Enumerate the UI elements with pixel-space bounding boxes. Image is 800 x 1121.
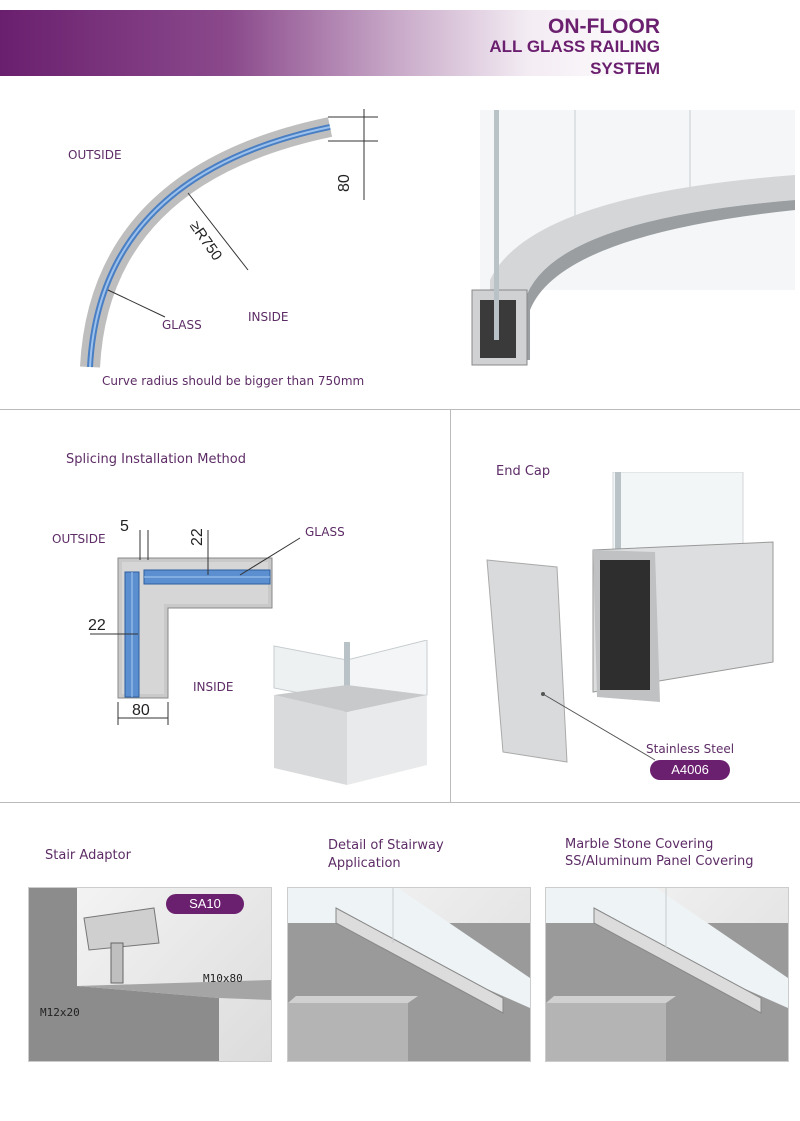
stairway-title-line2: Application xyxy=(328,856,401,871)
curve-width-dimension: 80 xyxy=(336,174,353,192)
curve-glass-label: GLASS xyxy=(162,318,202,332)
covering-title-line1: Marble Stone Covering xyxy=(565,837,714,852)
splicing-dim-80: 80 xyxy=(132,702,150,719)
endcap-material-label: Stainless Steel xyxy=(646,742,735,756)
splicing-corner-render xyxy=(272,640,434,790)
bolt-label-upper: M10x80 xyxy=(203,972,243,985)
stairway-illustration xyxy=(288,888,530,1061)
covering-title-line2: SS/Aluminum Panel Covering xyxy=(565,854,754,869)
corner-railing-illustration xyxy=(272,640,434,790)
curved-railing-render xyxy=(470,110,795,370)
section-divider-vertical xyxy=(450,409,451,802)
splicing-dim-22-left: 22 xyxy=(88,617,106,634)
splicing-outside-label: OUTSIDE xyxy=(52,532,106,546)
splicing-dim-22-top: 22 xyxy=(189,528,206,546)
stair-adaptor-badge: SA10 xyxy=(166,894,244,914)
splicing-glass-label: GLASS xyxy=(305,525,345,539)
page-title-line1: ON-FLOOR xyxy=(548,15,660,38)
covering-illustration xyxy=(546,888,788,1061)
endcap-illustration xyxy=(485,472,785,772)
curve-radius-diagram xyxy=(60,105,390,375)
page-title-line2: ALL GLASS RAILING xyxy=(489,37,660,56)
stair-adaptor-title: Stair Adaptor xyxy=(45,848,131,863)
section-divider xyxy=(0,409,800,410)
stairway-detail-photo xyxy=(287,887,531,1062)
radius-dimension: ≥R750 xyxy=(186,218,226,264)
splicing-inside-label: INSIDE xyxy=(193,680,234,694)
endcap-model-badge: A4006 xyxy=(650,760,730,780)
curved-railing-illustration xyxy=(470,110,795,370)
curve-inside-label: INSIDE xyxy=(248,310,289,324)
bolt-label-lower: M12x20 xyxy=(40,1006,80,1019)
curve-caption: Curve radius should be bigger than 750mm xyxy=(102,374,365,388)
stairway-title-line1: Detail of Stairway xyxy=(328,838,444,853)
section-divider xyxy=(0,802,800,803)
splicing-title: Splicing Installation Method xyxy=(66,452,247,467)
splicing-dim-5: 5 xyxy=(120,518,129,535)
endcap-title: End Cap xyxy=(496,464,551,479)
covering-photo xyxy=(545,887,789,1062)
page-title-line3: SYSTEM xyxy=(590,59,660,78)
curve-outside-label: OUTSIDE xyxy=(68,148,122,162)
